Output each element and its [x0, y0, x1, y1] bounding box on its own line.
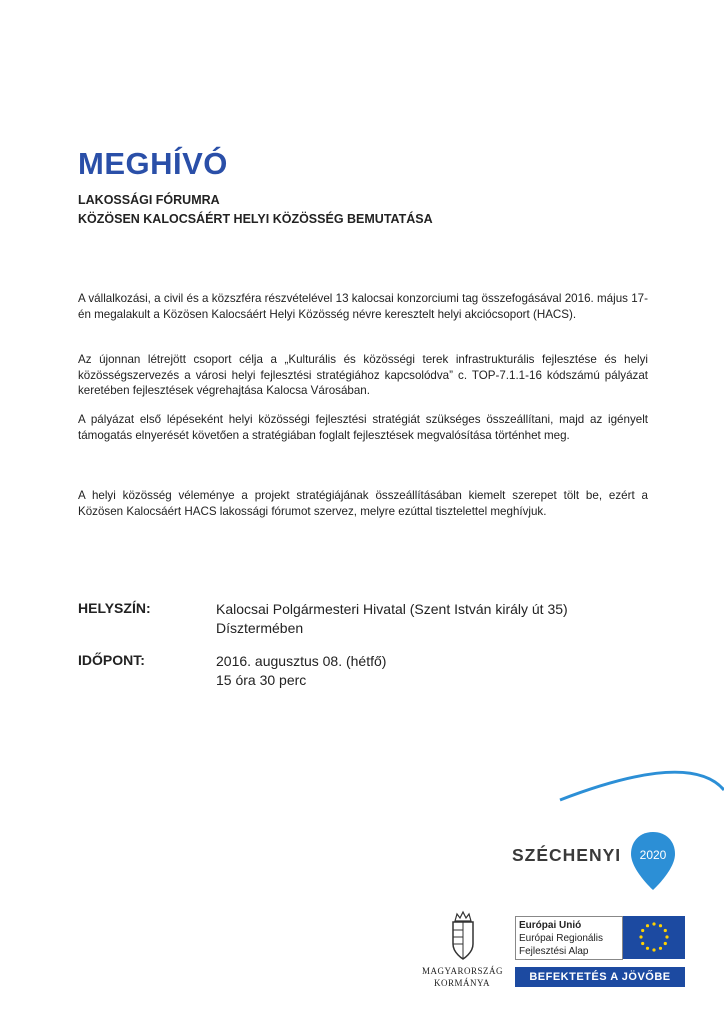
- eu-line2: Európai Regionális: [519, 933, 603, 944]
- subtitle-presentation: KÖZÖSEN KALOCSÁÉRT HELYI KÖZÖSSÉG BEMUTATÁSA: [78, 212, 433, 226]
- eu-line1: Európai Unió: [519, 920, 582, 931]
- szechenyi-pin-icon: [628, 830, 678, 892]
- time-label: IDŐPONT:: [78, 652, 145, 668]
- eu-line3: Fejlesztési Alap: [519, 946, 589, 957]
- paragraph-goal: Az újonnan létrejött csoport célja a „Kulturális és közösségi terek infrastrukturális fejlesztése és helyi közösségszervezés a városi helyi fejlesztési stratégiához kapcsolódva” c. TOP-7.1.1-16 kódszámú pályázat keretében fejlesztések végrehajtása Kalocsa Városában.: [78, 353, 648, 397]
- paragraph-intro: A vállalkozási, a civil és a közszféra részvételével 13 kalocsai konzorciumi tag összefogásával 2016. május 17-én megalakult a Közösen Kalocsáért Helyi Közösség névre keresztelt helyi akciócsoport (HACS).: [78, 292, 648, 321]
- gov-line1: MAGYARORSZÁG: [422, 966, 504, 976]
- venue-line1: Kalocsai Polgármesteri Hivatal (Szent István király út 35): [216, 601, 568, 617]
- szechenyi-logo-text: SZÉCHENYI: [512, 845, 622, 865]
- hungarian-crest-icon: [446, 910, 480, 962]
- paragraph-strategy: A pályázat első lépéseként helyi közösségi fejlesztési stratégiát szükséges összeállítani, majd az igényelt támogatás elnyerését követően a stratégiában foglalt fejlesztések megvalósítása történhet meg.: [78, 413, 648, 442]
- gov-line2: KORMÁNYA: [433, 978, 490, 988]
- paragraph-invitation: A helyi közösség véleménye a projekt stratégiájának összeállításában kiemelt szerepet tölt be, ezért a Közösen Kalocsáért HACS lakossági fórumot szervez, melyre ezúttal tisztelettel meghívjuk.: [78, 489, 648, 518]
- venue-label: HELYSZÍN:: [78, 600, 151, 616]
- page-title: MEGHÍVÓ: [78, 146, 228, 181]
- invest-in-future-banner: BEFEKTETÉS A JÖVŐBE: [515, 967, 685, 987]
- time-line1: 2016. augusztus 08. (hétfő): [216, 653, 387, 669]
- eu-flag-icon: [623, 916, 685, 959]
- subtitle-forum: LAKOSSÁGI FÓRUMRA: [78, 193, 220, 207]
- szechenyi-year: 2020: [639, 848, 667, 862]
- time-line2: 15 óra 30 perc: [216, 672, 307, 688]
- venue-line2: Dísztermében: [216, 620, 304, 636]
